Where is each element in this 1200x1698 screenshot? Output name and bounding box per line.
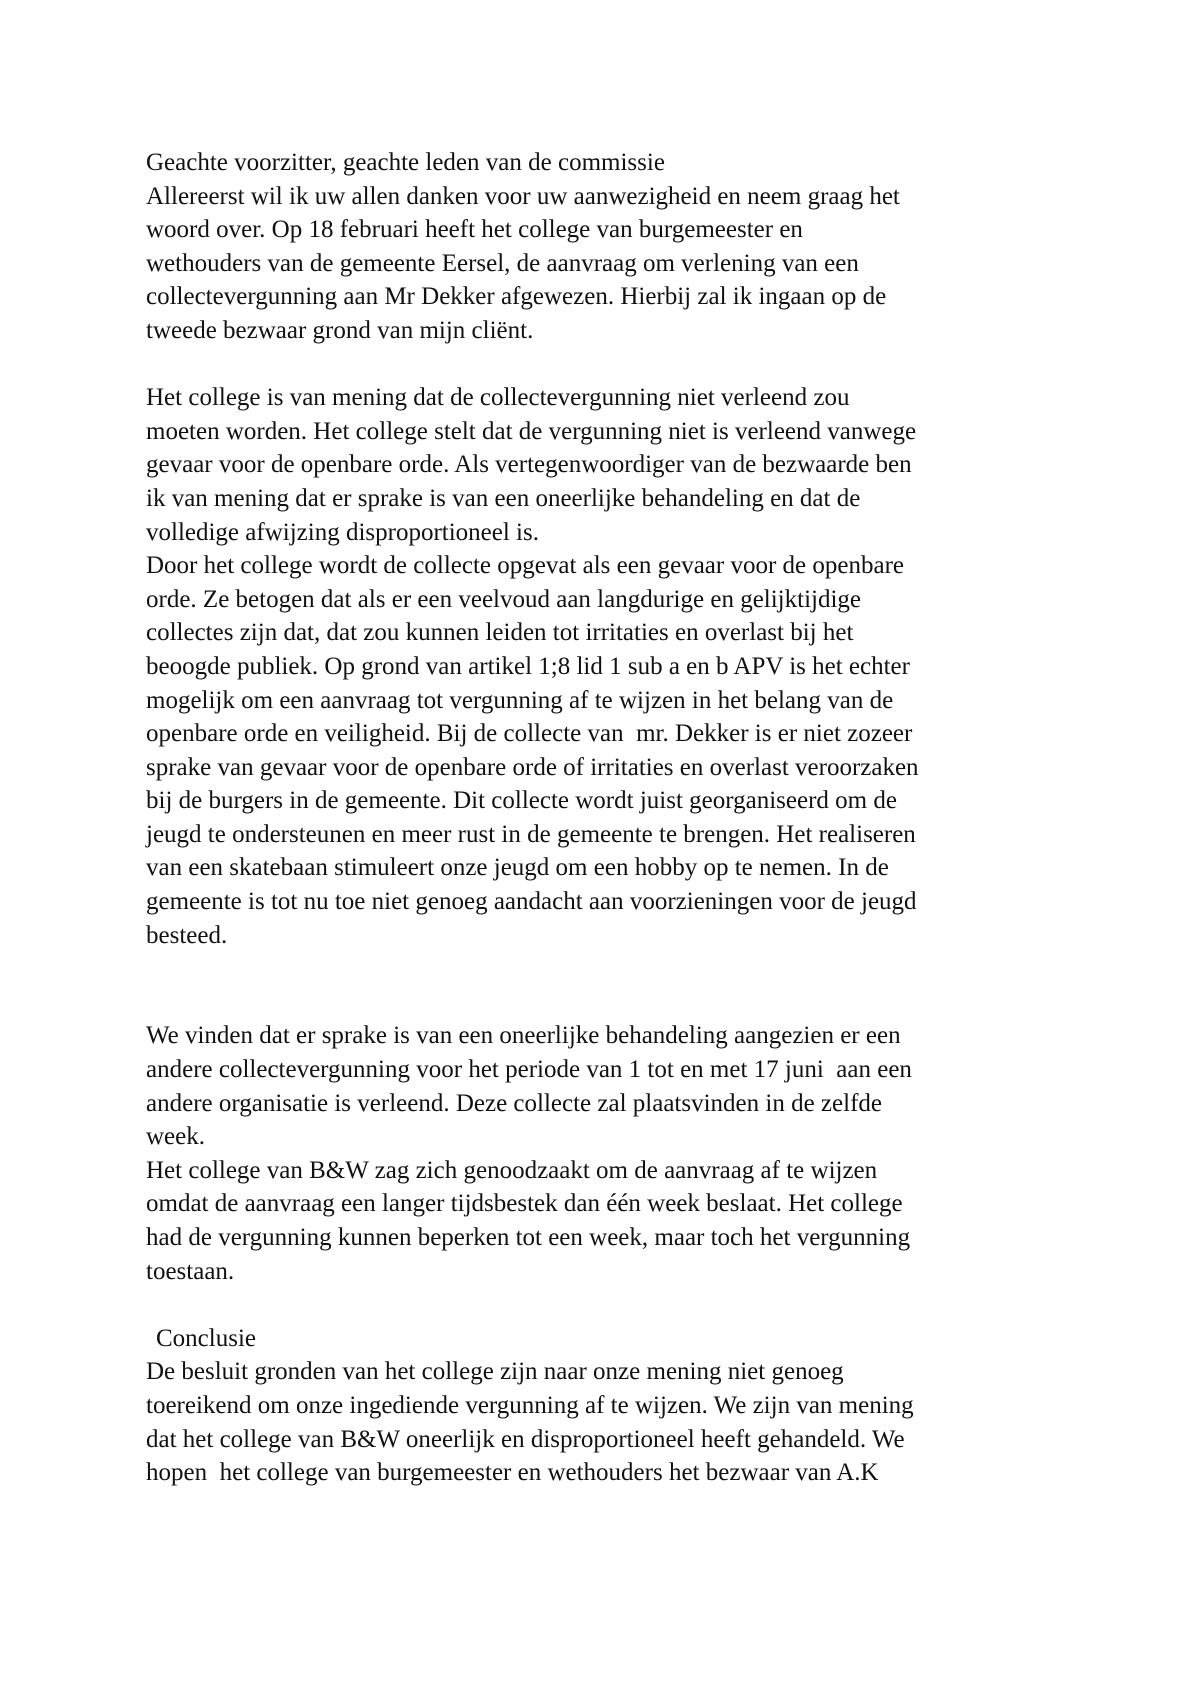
text-line: toestaan.	[146, 1257, 235, 1285]
text-line: bij de burgers in de gemeente. Dit collecte wordt juist georganiseerd om de	[146, 787, 897, 815]
text-line: besteed.	[146, 921, 228, 949]
text-line: wethouders van de gemeente Eersel, de aanvraag om verlening van een	[146, 249, 859, 277]
text-line: collectevergunning aan Mr Dekker afgewezen. Hierbij zal ik ingaan op de	[146, 283, 887, 311]
text-line: andere organisatie is verleend. Deze collecte zal plaatsvinden in de zelfde	[146, 1089, 882, 1117]
text-line: hopen het college van burgemeester en wethouders het bezwaar van A.K	[146, 1459, 879, 1487]
text-line: Allereerst wil ik uw allen danken voor uw aanwezigheid en neem graag het	[146, 182, 900, 210]
text-line: Geachte voorzitter, geachte leden van de commissie	[146, 149, 665, 176]
text-line: gevaar voor de openbare orde. Als vertegenwoordiger van de bezwaarde ben	[146, 451, 912, 479]
paragraph-gap	[146, 1288, 1066, 1322]
paragraph-gap	[146, 348, 1066, 382]
text-line: ik van mening dat er sprake is van een oneerlijke behandeling en dat de	[146, 484, 861, 512]
text-line: De besluit gronden van het college zijn naar onze mening niet genoeg	[146, 1358, 844, 1386]
text-line: woord over. Op 18 februari heeft het college van burgemeester en	[146, 216, 803, 244]
text-line: volledige afwijzing disproportioneel is.	[146, 518, 539, 546]
paragraph-intro	[146, 146, 1066, 348]
text-line: Het college is van mening dat de collectevergunning niet verleend zou	[146, 384, 850, 412]
text-line: orde. Ze betogen dat als er een veelvoud aan langdurige en gelijktijdige	[146, 585, 862, 613]
text-line: gemeente is tot nu toe niet genoeg aandacht aan voorzieningen voor de jeugd	[146, 888, 917, 916]
conclusion-heading: Conclusie	[156, 1324, 256, 1352]
text-line: van een skatebaan stimuleert onze jeugd om een hobby op te nemen. In de	[146, 854, 889, 882]
text-line: week.	[146, 1123, 205, 1151]
text-line: sprake van gevaar voor de openbare orde of irritaties en overlast veroorzaken	[146, 753, 919, 781]
text-line: collectes zijn dat, dat zou kunnen leiden tot irritaties en overlast bij het	[146, 619, 854, 647]
text-line: Door het college wordt de collecte opgevat als een gevaar voor de openbare	[146, 552, 904, 580]
paragraph-unequal-treatment	[146, 1019, 1066, 1288]
paragraph-argument	[146, 381, 1066, 952]
paragraph-conclusion	[146, 1322, 1066, 1490]
text-line: jeugd te ondersteunen en meer rust in de gemeente te brengen. Het realiseren	[146, 820, 916, 848]
paragraph-gap	[146, 952, 1066, 1019]
text-line: openbare orde en veiligheid. Bij de collecte van mr. Dekker is er niet zozeer	[146, 720, 913, 748]
text-line: tweede bezwaar grond van mijn cliënt.	[146, 316, 534, 344]
text-line: mogelijk om een aanvraag tot vergunning af te wijzen in het belang van de	[146, 686, 894, 714]
text-line: toereikend om onze ingediende vergunning af te wijzen. We zijn van mening	[146, 1391, 914, 1419]
text-line: had de vergunning kunnen beperken tot een week, maar toch het vergunning	[146, 1224, 911, 1251]
text-line: omdat de aanvraag een langer tijdsbestek dan één week beslaat. Het college	[146, 1190, 903, 1218]
text-line: beoogde publiek. Op grond van artikel 1;8 lid 1 sub a en b APV is het echter	[146, 652, 910, 680]
text-line: Het college van B&W zag zich genoodzaakt om de aanvraag af te wijzen	[146, 1156, 878, 1184]
document-text	[146, 146, 1066, 1490]
text-line: dat het college van B&W oneerlijk en disproportioneel heeft gehandeld. We	[146, 1425, 905, 1453]
text-line: moeten worden. Het college stelt dat de vergunning niet is verleend vanwege	[146, 417, 917, 445]
text-line: We vinden dat er sprake is van een oneerlijke behandeling aangezien er een	[146, 1022, 901, 1050]
text-line: andere collectevergunning voor het periode van 1 tot en met 17 juni aan een	[146, 1056, 912, 1084]
